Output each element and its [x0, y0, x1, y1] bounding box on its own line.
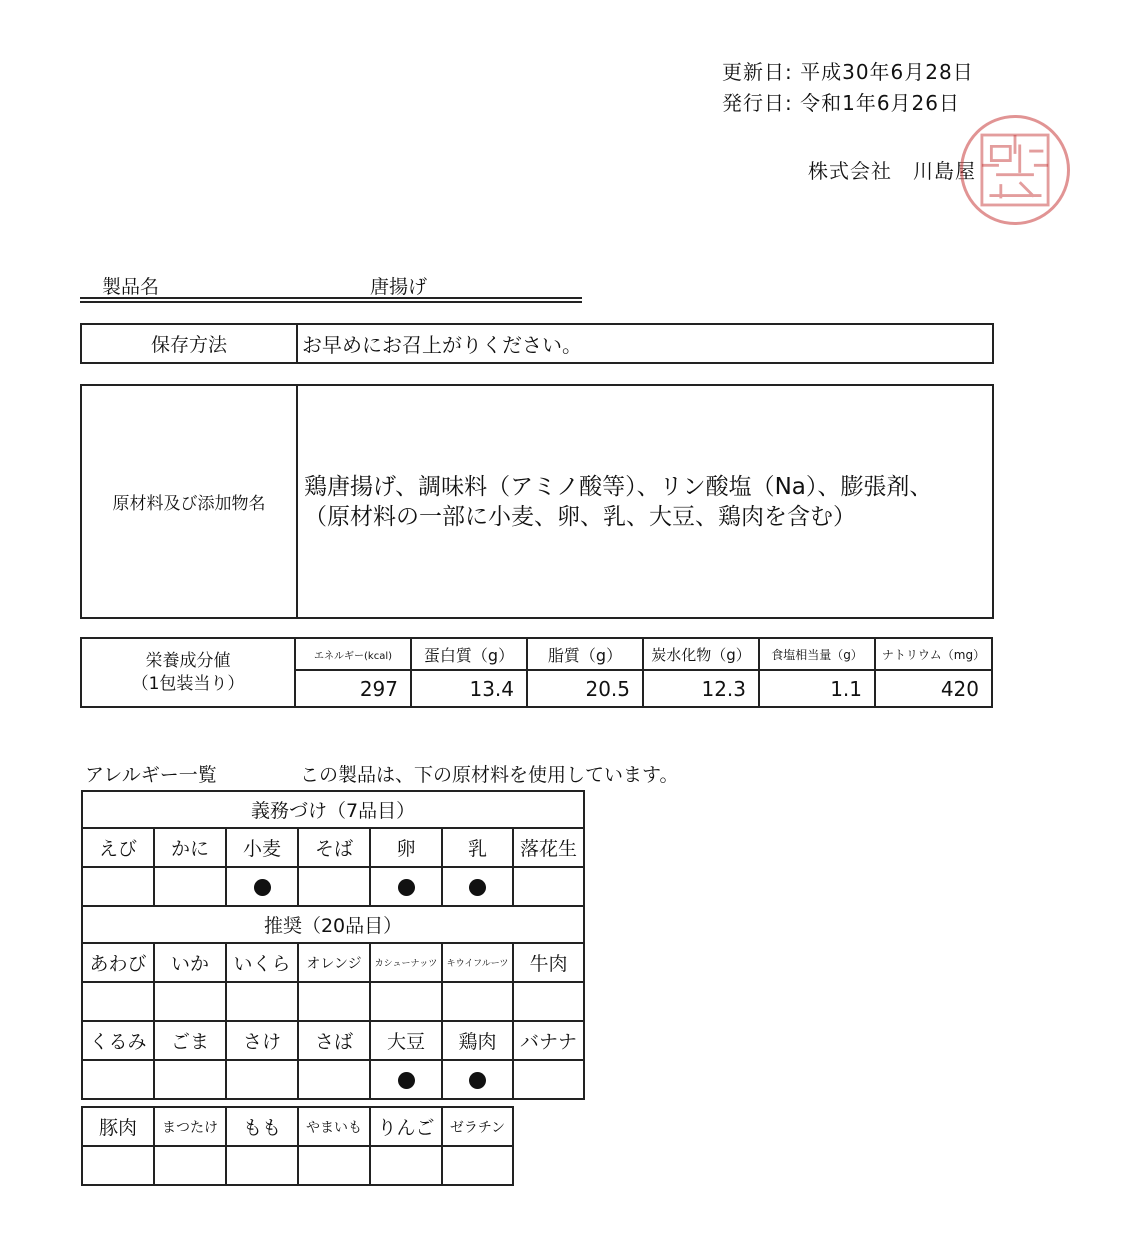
nutrition-value-protein: 13.4: [411, 670, 527, 707]
allergen-mark-cell: [226, 1146, 298, 1185]
allergen-name: 鶏肉: [442, 1021, 513, 1060]
ingredients-box: [80, 384, 994, 619]
allergen-name: ゼラチン: [442, 1107, 513, 1146]
nutrition-value-fat: 20.5: [527, 670, 643, 707]
allergen-mark-cell: [298, 1060, 370, 1099]
nutrition-value-carbohydrate: 12.3: [643, 670, 759, 707]
allergen-name: やまいも: [298, 1107, 370, 1146]
used-dot-icon: [254, 879, 271, 896]
ingredients-value: [298, 386, 992, 617]
storage-box: [80, 323, 994, 364]
used-dot-icon: [398, 1072, 415, 1089]
allergen-name: キウイフルーツ: [442, 943, 513, 982]
allergen-name: バナナ: [513, 1021, 584, 1060]
allergy-note: この製品は、下の原材料を使用しています。: [300, 764, 679, 786]
nutrition-header-protein: 蛋白質（g）: [411, 638, 527, 670]
updated-value: 平成30年6月28日: [800, 60, 974, 84]
allergen-name: かに: [154, 828, 226, 867]
allergen-mark-cell: [513, 982, 584, 1021]
allergen-name: いか: [154, 943, 226, 982]
allergen-mark-cell: [442, 1060, 513, 1099]
allergy-table: [81, 790, 585, 1100]
mandatory-section-title: 義務づけ（7品目）: [82, 791, 584, 828]
seal-pattern: [963, 118, 1067, 222]
issued-date-line: [722, 87, 960, 116]
allergen-mark-cell: [442, 982, 513, 1021]
product-label: 製品名: [102, 276, 160, 298]
nutrition-value-sodium: 420: [875, 670, 992, 707]
allergen-name: 小麦: [226, 828, 298, 867]
updated-label: 更新日:: [722, 60, 793, 84]
allergen-mark-cell: [226, 982, 298, 1021]
allergen-mark-cell: [442, 1146, 513, 1185]
allergen-name: あわび: [82, 943, 154, 982]
allergen-mark-cell: [82, 867, 154, 906]
product-name: 唐揚げ: [370, 276, 428, 298]
nutrition-header-sodium: ナトリウム（mg）: [875, 638, 992, 670]
allergen-name: 大豆: [370, 1021, 442, 1060]
allergen-name: 豚肉: [82, 1107, 154, 1146]
updated-date-line: [722, 56, 974, 85]
ingredients-label: 原材料及び添加物名: [82, 386, 298, 617]
nutrition-header-energy: エネルギー(kcal): [295, 638, 411, 670]
allergen-mark-cell: [82, 982, 154, 1021]
product-underline: [80, 297, 582, 303]
allergen-mark-cell: [513, 867, 584, 906]
allergen-mark-cell: [370, 1146, 442, 1185]
nutrition-header-salt: 食塩相当量（g）: [759, 638, 875, 670]
allergen-mark-cell: [298, 1146, 370, 1185]
nutrition-value-energy: 297: [295, 670, 411, 707]
allergen-mark-cell: [513, 1060, 584, 1099]
nutrition-value-salt: 1.1: [759, 670, 875, 707]
issued-label: 発行日:: [722, 91, 793, 115]
allergen-mark-cell: [298, 867, 370, 906]
allergen-mark-cell: [154, 1060, 226, 1099]
allergen-mark-cell: [298, 982, 370, 1021]
ingredients-line-2: （原材料の一部に小麦、卵、乳、大豆、鶏肉を含む）: [304, 503, 856, 530]
allergen-name: いくら: [226, 943, 298, 982]
allergen-name: 牛肉: [513, 943, 584, 982]
used-dot-icon: [398, 879, 415, 896]
ingredients-line-1: 鶏唐揚げ、調味料（アミノ酸等）、リン酸塩（Na）、膨張剤、: [304, 473, 933, 500]
allergen-name: もも: [226, 1107, 298, 1146]
company-seal-stamp: [960, 115, 1070, 225]
nutrition-header-fat: 脂質（g）: [527, 638, 643, 670]
allergen-name: 乳: [442, 828, 513, 867]
allergen-name: オレンジ: [298, 943, 370, 982]
allergy-table-last-row: [81, 1106, 514, 1186]
allergen-name: さけ: [226, 1021, 298, 1060]
allergen-mark-cell: [370, 1060, 442, 1099]
allergen-mark-cell: [154, 982, 226, 1021]
used-dot-icon: [469, 879, 486, 896]
allergen-name: ごま: [154, 1021, 226, 1060]
allergen-mark-cell: [370, 867, 442, 906]
allergen-mark-cell: [226, 1060, 298, 1099]
allergen-mark-cell: [82, 1060, 154, 1099]
allergen-mark-cell: [154, 867, 226, 906]
nutrition-table: [80, 637, 993, 708]
allergen-name: りんご: [370, 1107, 442, 1146]
allergy-title: アレルギー一覧: [85, 764, 217, 786]
used-dot-icon: [469, 1072, 486, 1089]
allergen-name: 落花生: [513, 828, 584, 867]
storage-label: 保存方法: [82, 325, 298, 362]
nutrition-header-carbohydrate: 炭水化物（g）: [643, 638, 759, 670]
allergen-mark-cell: [82, 1146, 154, 1185]
allergen-mark-cell: [226, 867, 298, 906]
allergen-name: くるみ: [82, 1021, 154, 1060]
allergen-mark-cell: [154, 1146, 226, 1185]
nutrition-label: 栄養成分値 （1包装当り）: [81, 638, 295, 707]
allergen-name: まつたけ: [154, 1107, 226, 1146]
storage-value: お早めにお召上がりください。: [302, 333, 582, 357]
allergen-name: カシューナッツ: [370, 943, 442, 982]
allergen-mark-cell: [370, 982, 442, 1021]
allergen-name: えび: [82, 828, 154, 867]
allergen-name: さば: [298, 1021, 370, 1060]
issued-value: 令和1年6月26日: [800, 91, 961, 115]
company-name: 株式会社 川島屋: [808, 159, 976, 183]
allergen-name: 卵: [370, 828, 442, 867]
recommended-section-title: 推奨（20品目）: [82, 906, 584, 943]
allergen-name: そば: [298, 828, 370, 867]
allergen-mark-cell: [442, 867, 513, 906]
